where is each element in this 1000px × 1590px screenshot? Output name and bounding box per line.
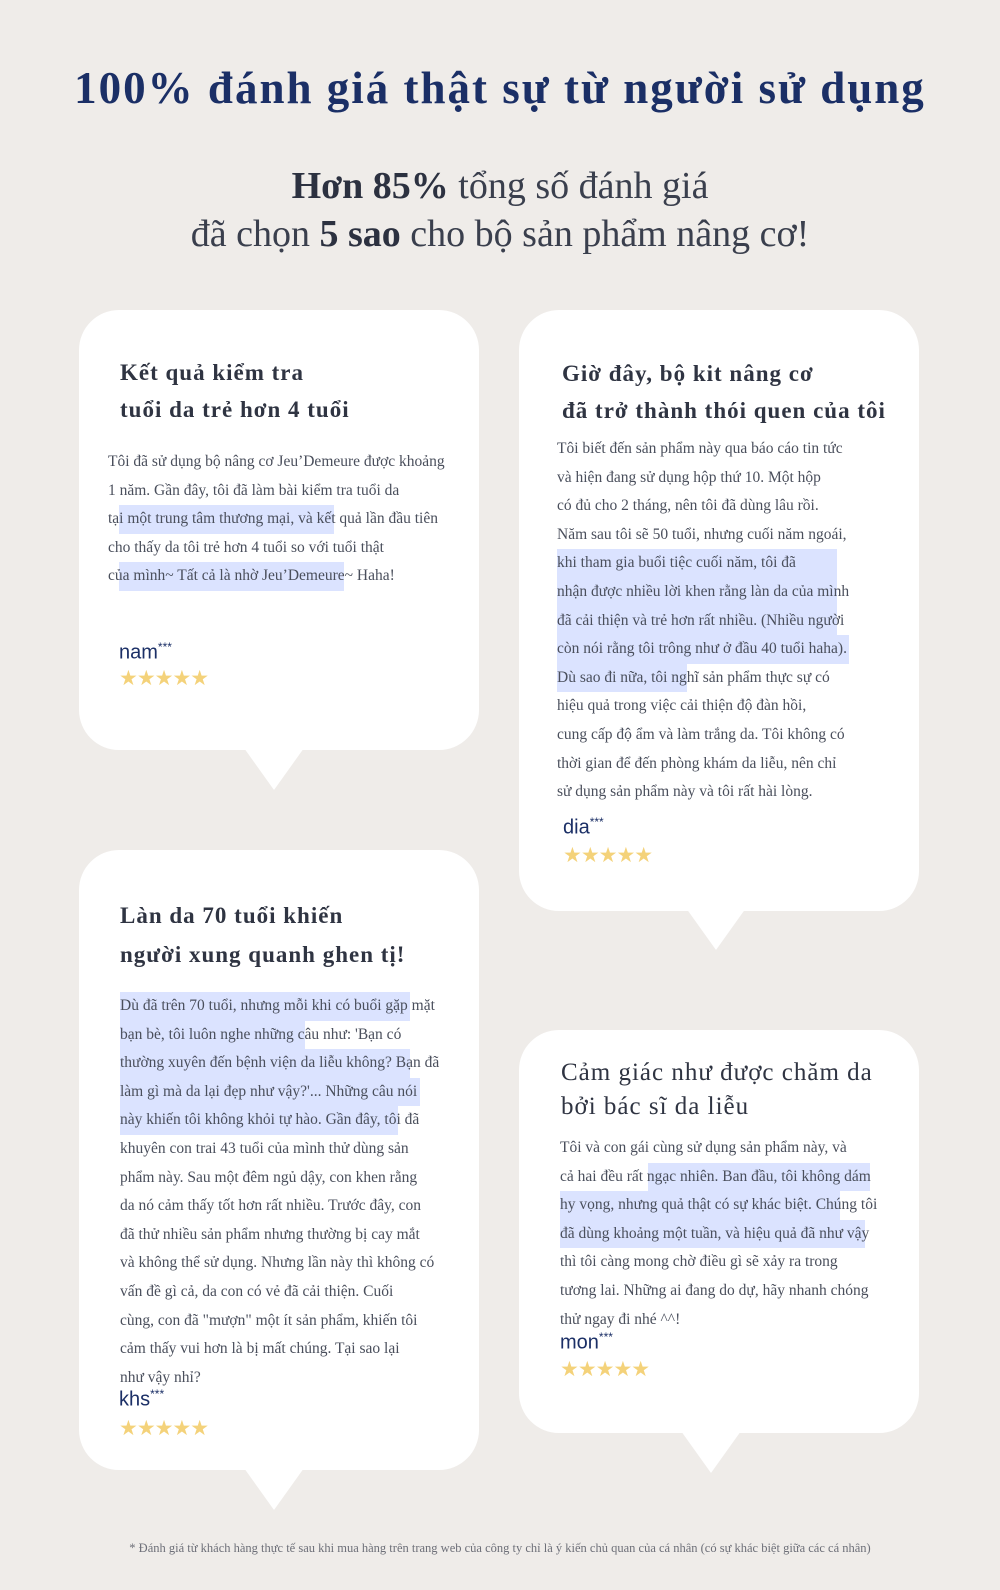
speech-bubble-tail	[244, 748, 304, 790]
review-title	[562, 355, 886, 429]
subtitle-line-1	[0, 162, 1000, 210]
review-body-line: làm gì mà da lại đẹp như vậy?'... Những câu nói	[120, 1078, 439, 1107]
review-body-line: đã dùng khoảng một tuần, và hiệu quả đã như vậy	[560, 1220, 877, 1249]
review-body	[560, 1134, 877, 1334]
subtitle-line-2	[0, 210, 1000, 258]
review-card-4	[519, 1030, 919, 1433]
disclaimer-footnote: * Đánh giá từ khách hàng thực tế sau khi mua hàng trên trang web của công ty chỉ là ý kiến chủ quan của cá nhân (có sự khác biệt giữa các cá nhân)	[129, 1541, 871, 1555]
review-body-line: phẩm này. Sau một đêm ngủ dậy, con khen rằng	[120, 1168, 418, 1186]
review-body-line: có đủ cho 2 tháng, nên tôi đã dùng lâu rồi.	[557, 497, 819, 515]
review-title-line: Làn da 70 tuổi khiến	[120, 903, 344, 928]
reviewer-username: dia	[563, 816, 590, 839]
subtitle-highlight-stars: 5 sao	[319, 213, 401, 255]
subtitle-line-2-start: đã chọn	[190, 213, 320, 255]
review-body-line: tương lai. Những ai đang do dự, hãy nhanh chóng	[560, 1281, 869, 1299]
subtitle-line-1-text: tổng số đánh giá	[448, 165, 709, 207]
review-body-line: thời gian để đến phòng khám da liễu, nên chỉ	[557, 754, 837, 772]
review-body-line: thử ngay đi nhé ^^!	[560, 1310, 681, 1328]
page-title: 100% đánh giá thật sự từ người sử dụng	[74, 63, 926, 113]
reviewer-mask: ***	[157, 640, 172, 654]
review-title-line: Cảm giác như được chăm da	[561, 1059, 873, 1086]
review-title-line: Giờ đây, bộ kit nâng cơ	[562, 361, 814, 386]
review-body-line: thường xuyên đến bệnh viện da liễu không? Bạn đã	[120, 1049, 439, 1078]
review-body-line: cùng, con đã "mượn" một ít sản phẩm, khiến tôi	[120, 1311, 418, 1329]
review-card-1	[79, 310, 479, 750]
review-title-line: bởi bác sĩ da liễu	[561, 1093, 750, 1120]
review-body	[120, 992, 439, 1392]
review-body-line: Tôi biết đến sản phẩm này qua báo cáo tin tức	[557, 440, 843, 457]
reviewer-name	[119, 1387, 164, 1412]
subtitle-line-2-end: cho bộ sản phẩm nâng cơ!	[400, 213, 810, 255]
review-body-line: khi tham gia buổi tiệc cuối năm, tôi đã	[557, 549, 849, 578]
review-body-line: tại một trung tâm thương mại, và kết quả lần đầu tiên	[108, 505, 445, 534]
review-body-line: Tôi và con gái cùng sử dụng sản phẩm này, và	[560, 1139, 847, 1156]
review-body-line: da nó cảm thấy tốt hơn rất nhiều. Trước đây, con	[120, 1197, 422, 1215]
review-body-line: khuyên con trai 43 tuổi của mình thử dùng sản	[120, 1139, 409, 1157]
reviewer-mask: ***	[150, 1387, 165, 1401]
review-body-line: cảm thấy vui hơn là bị mất chúng. Tại sao lại	[120, 1340, 400, 1358]
reviewer-mask: ***	[589, 815, 604, 829]
review-body-line: của mình~ Tất cả là nhờ Jeu’Demeure~ Haha!	[108, 562, 445, 591]
star-rating: ★★★★★	[563, 843, 653, 867]
review-body-line: vấn đề gì cả, da con có vẻ đã cải thiện. Cuối	[120, 1282, 394, 1300]
review-title-line: tuổi da trẻ hơn 4 tuổi	[120, 397, 350, 422]
review-body-line: đã cải thiện và trẻ hơn rất nhiều. (Nhiều người	[557, 607, 849, 636]
review-body-line: nhận được nhiều lời khen rằng làn da của mình	[557, 578, 849, 607]
page-subtitle	[0, 162, 1000, 258]
review-body-line: và hiện đang sử dụng hộp thứ 10. Một hộp	[557, 468, 821, 486]
review-title-line: đã trở thành thói quen của tôi	[562, 398, 886, 423]
review-title	[120, 896, 405, 974]
review-body-line: cung cấp độ ẩm và làm trắng da. Tôi không có	[557, 725, 845, 743]
review-body-line: như vậy nhỉ?	[120, 1368, 201, 1386]
star-rating: ★★★★★	[119, 666, 209, 690]
review-body-line: Năm sau tôi sẽ 50 tuổi, nhưng cuối năm ngoái,	[557, 525, 847, 543]
review-body-line: và không thể sử dụng. Nhưng lần này thì không có	[120, 1254, 435, 1272]
review-card-3	[79, 850, 479, 1470]
reviewer-mask: ***	[598, 1330, 613, 1344]
speech-bubble-tail	[686, 908, 746, 950]
reviewer-name	[560, 1330, 613, 1355]
reviewer-name	[563, 815, 604, 840]
review-body-line: hiệu quả trong việc cải thiện độ đàn hồi,	[557, 697, 807, 715]
speech-bubble-tail	[681, 1431, 741, 1473]
review-body-line: hy vọng, nhưng quả thật có sự khác biệt. Chúng tôi	[560, 1191, 877, 1220]
review-body-line: thì tôi càng mong chờ điều gì sẽ xảy ra trong	[560, 1253, 838, 1271]
review-card-2	[519, 310, 919, 911]
review-body-line: 1 năm. Gần đây, tôi đã làm bài kiểm tra tuổi da	[108, 481, 400, 499]
reviewer-name	[119, 640, 172, 665]
review-title-line: Kết quả kiểm tra	[120, 360, 305, 385]
review-title-line: người xung quanh ghen tị!	[120, 942, 406, 967]
review-body-line: Dù sao đi nữa, tôi nghĩ sản phẩm thực sự có	[557, 664, 849, 693]
review-body	[108, 448, 445, 591]
review-title	[120, 354, 350, 428]
review-body-line: cả hai đều rất ngạc nhiên. Ban đầu, tôi không dám	[560, 1163, 877, 1192]
review-body	[557, 435, 849, 807]
review-body-line: Dù đã trên 70 tuổi, nhưng mỗi khi có buổi gặp mặt	[120, 992, 439, 1021]
star-rating: ★★★★★	[560, 1357, 650, 1381]
review-body-line: bạn bè, tôi luôn nghe những câu như: 'Bạn có	[120, 1021, 439, 1050]
speech-bubble-tail	[244, 1468, 304, 1510]
reviewer-username: nam	[119, 641, 158, 664]
reviewer-username: mon	[560, 1331, 599, 1354]
star-rating: ★★★★★	[119, 1416, 209, 1440]
review-body-line: đã thử nhiều sản phẩm nhưng thường bị cay mắt	[120, 1225, 420, 1243]
review-body-line: sử dụng sản phẩm này và tôi rất hài lòng.	[557, 783, 813, 801]
review-body-line: Tôi đã sử dụng bộ nâng cơ Jeu’Demeure được khoảng	[108, 453, 445, 470]
review-body-line: này khiến tôi không khỏi tự hào. Gần đây, tôi đã	[120, 1106, 439, 1135]
review-body-line: còn nói rằng tôi trông như ở đầu 40 tuổi haha).	[557, 635, 849, 664]
review-body-line: cho thấy da tôi trẻ hơn 4 tuổi so với tuổi thật	[108, 538, 384, 556]
review-title	[561, 1056, 873, 1124]
subtitle-highlight-percent: Hơn 85%	[291, 165, 449, 207]
reviewer-username: khs	[119, 1388, 151, 1411]
